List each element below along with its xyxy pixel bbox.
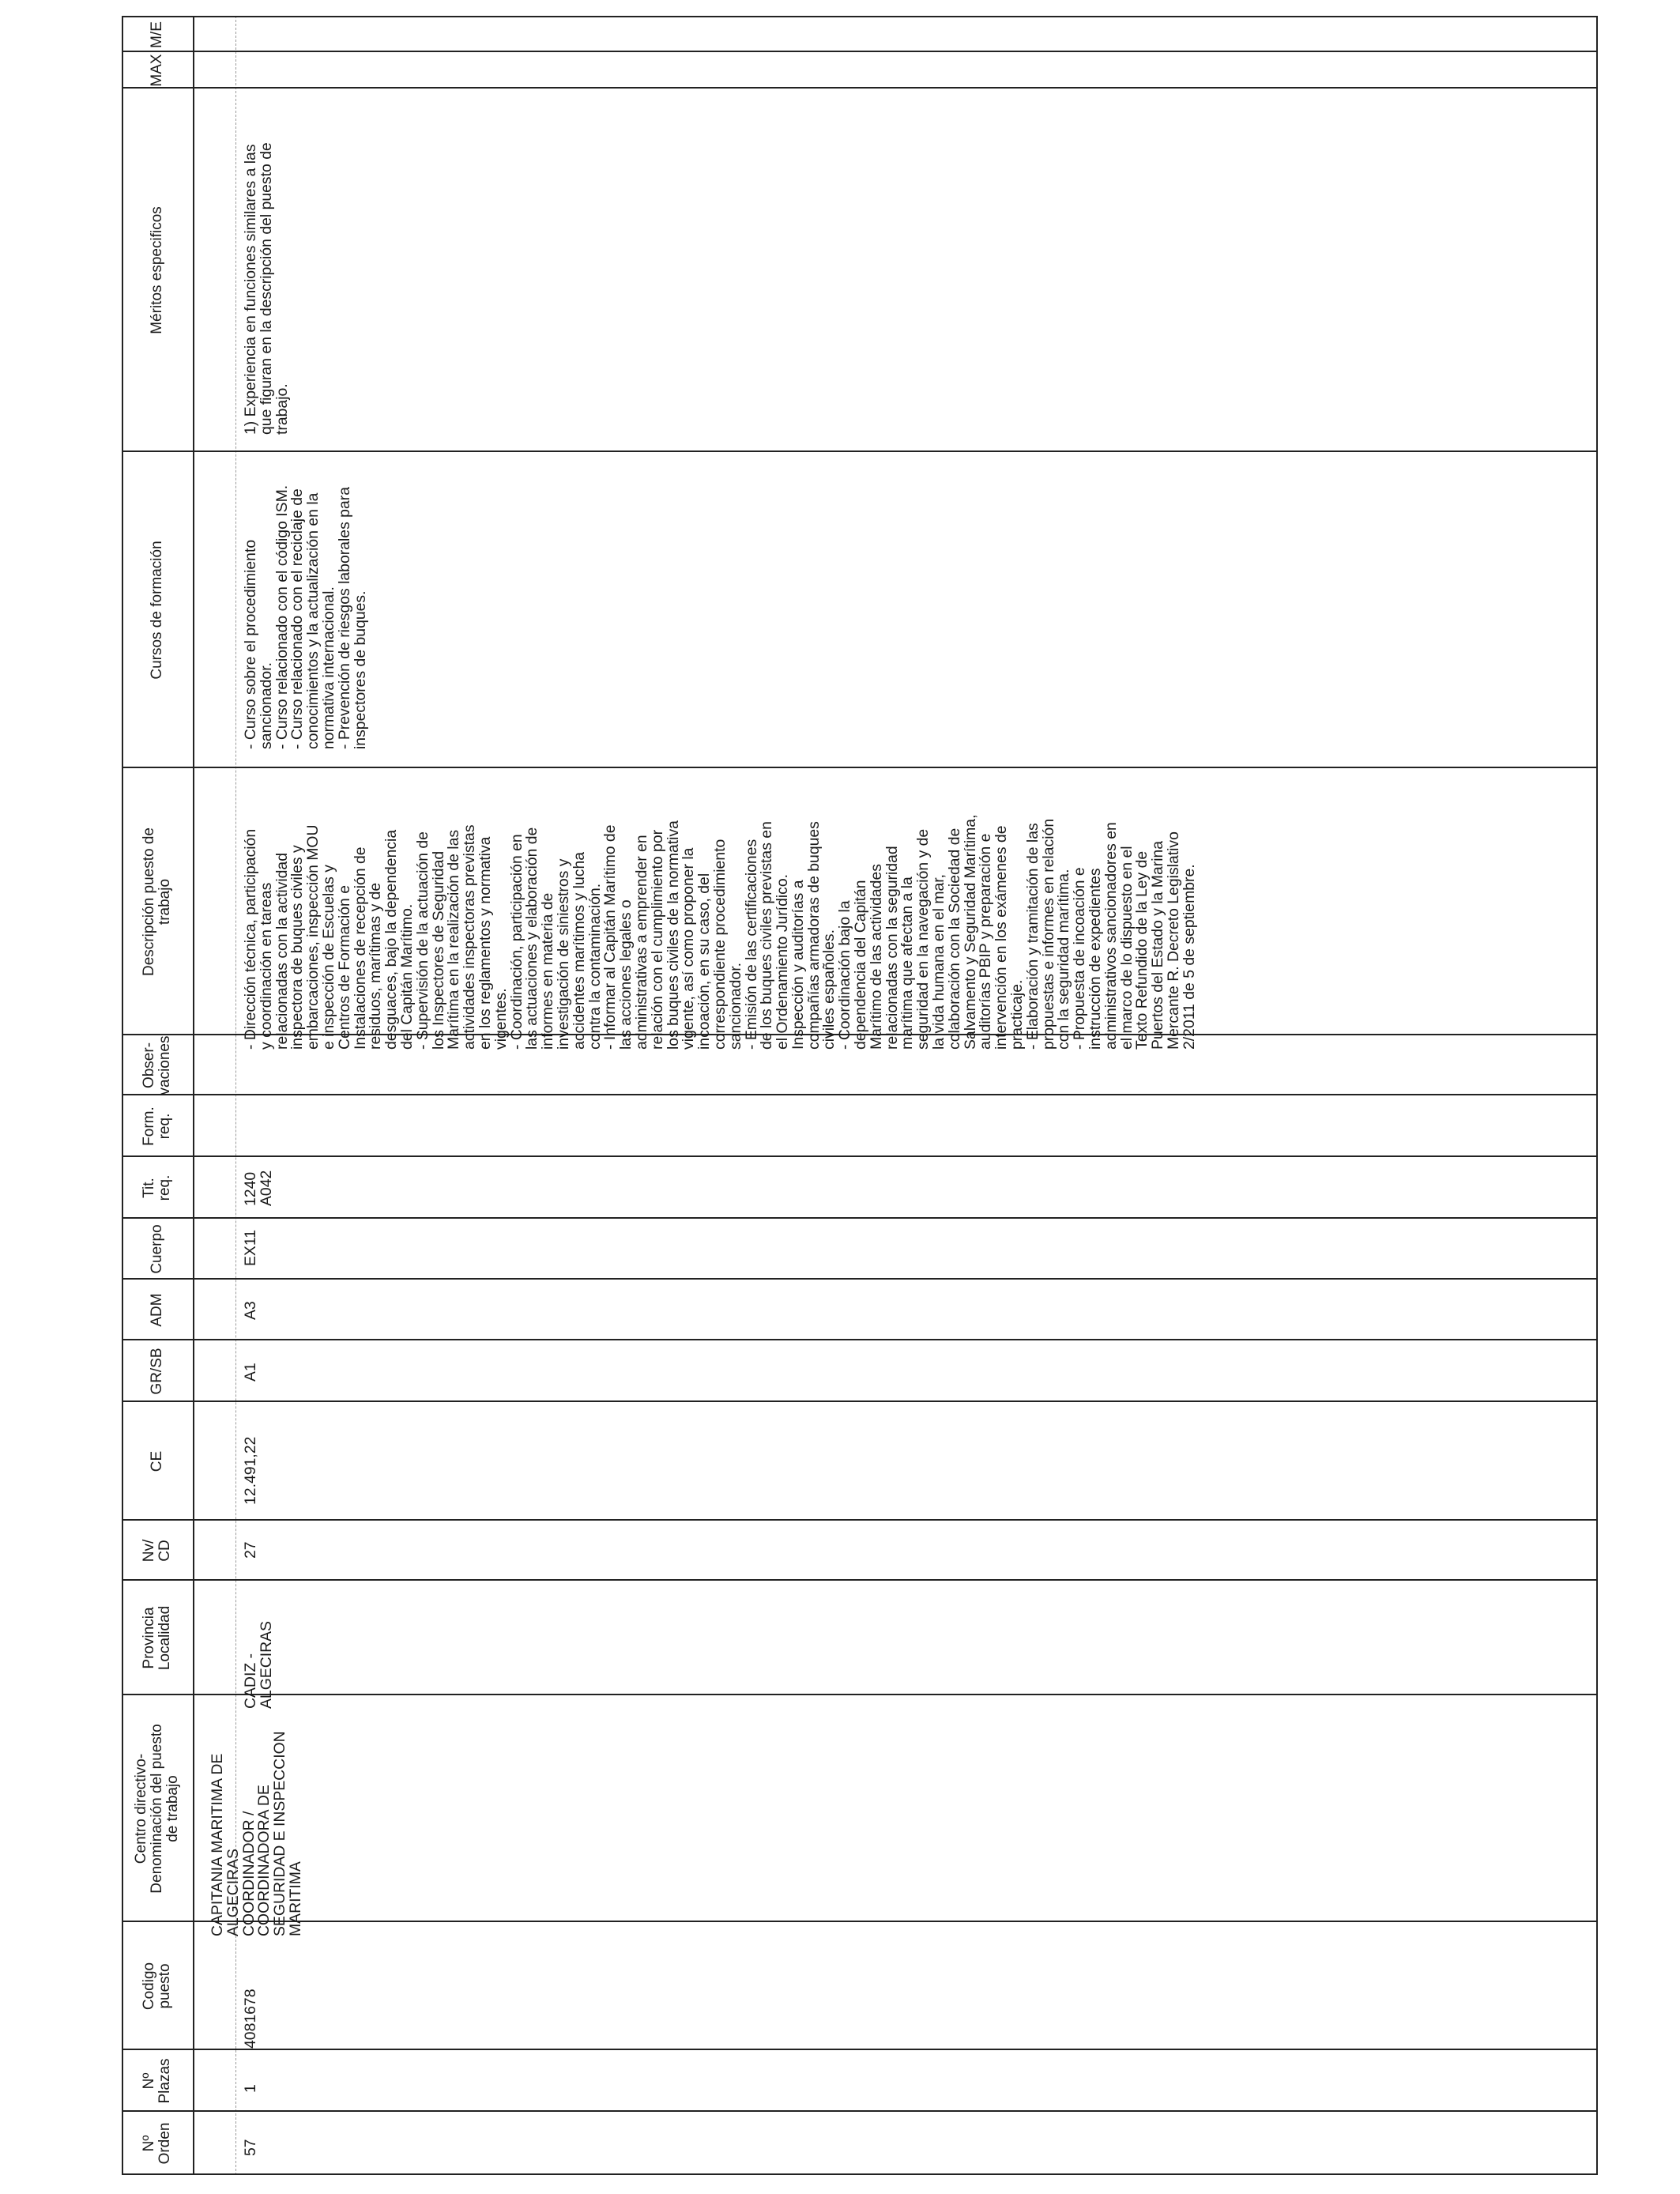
cell-grupo: A1 [242,1363,259,1382]
header-descripcion: Descripción puesto de trabajo [141,827,173,976]
table-bottom-border [1596,16,1598,2175]
header-orden: Nº Orden [141,2122,173,2165]
cell-ce: 12.491,22 [242,1436,259,1505]
column-divider [122,87,1598,89]
column-divider [122,1694,1598,1695]
column-divider [122,51,1598,52]
header-adm: ADM [149,1293,165,1327]
header-meritos: Méritos especificos [149,206,165,334]
column-divider [122,2110,1598,2112]
cell-cuerpo: EX11 [242,1230,259,1266]
column-divider [122,1921,1598,1922]
cell-nivel: 27 [242,1541,259,1559]
column-divider [122,16,1598,17]
header-nivel: Nv/ CD [141,1539,173,1563]
column-divider [122,1217,1598,1219]
column-divider [122,1579,1598,1581]
cell-titulacion: 1240 A042 [242,1170,275,1206]
column-divider [122,1278,1598,1280]
cell-orden: 57 [242,2139,259,2156]
header-cursos: Cursos de formación [149,541,165,680]
header-cuerpo: Cuerpo [149,1224,165,1274]
column-divider [122,2173,1598,2175]
column-divider [122,2049,1598,2050]
cell-cursos: - Curso sobre el procedimiento sancionador. - Curso relacionado con el código ISM. - Curso relacionado con el reciclaje de conocimientos y la actualización en la normativa internacional. - Prevención de riesgos laborales para inspectores de buques. [242,484,369,749]
column-divider [122,1339,1598,1340]
cell-codigo: 4081678 [242,1989,259,2049]
header-observaciones: Obser- vaciones [141,1035,173,1095]
cell-provincia: CADIZ - ALGECIRAS [242,1621,275,1709]
header-codigo: Codigo puesto [141,1962,173,2011]
header-provincia: Provincia Localidad [141,1605,173,1671]
cell-descripcion: - Dirección técnica, participación y coordinación en tareas relacionadas con la actividad inspectora de buques civiles y embarcaciones, inspección MOU e inspección de Escuelas y Centros de Formación e Instalaciones de recepción de residuos, marítimas y de desguaces, bajo la dependencia del Capitán Marítimo. - Supervisión de la actuación de los Inspectores de Seguridad Marítima en la realización de las actividades inspectoras previstas en los reglamentos y normativa vigentes. - Coordinación, participación en las actuaciones y elaboración de informes en materia de investigación de siniestros y accidentes marítimos y lucha contra la contaminación. - Informar al Capitán Marítimo de las acciones legales o administrativas a emprender en relación con el cumplimiento por los buques civiles de la normativa vigente, así como proponer la incoación, en su caso, del correspondiente procedimiento sancionador. - Emisión de las certificaciones de los buques civiles previstas en el Ordenamiento Jurídico. Inspección y auditorías a compañías armadoras de buques civiles españoles. - Coordinación bajo la dependencia del Capitán Marítimo de las actividades relacionadas con la seguridad marítima que afectan a la seguridad en la navegación y de la vida humana en el mar, colaboración con la Sociedad de Salvamento y Seguridad Marítima, auditorías PBIP y preparación e intervención en los exámenes de practicaje. - Elaboración y tramitación de las propuestas e informes en relación con la seguridad marítima. - Propuesta de incoación e instrucción de expedientes administrativos sancionadores en el marco de lo dispuesto en el Texto Refundido de la Ley de Puertos del Estado y la Marina Mercante R. Decreto Legislativo 2/2011 de 5 de septiembre. [242,814,1198,1050]
header-ce: CE [149,1450,165,1472]
header-me: M/E [149,21,165,48]
header-grupo: GR/SB [149,1348,165,1395]
header-plazas: Nº Plazas [141,2058,173,2104]
job-positions-table [122,16,1598,2175]
column-divider [122,1155,1598,1157]
column-divider [122,1094,1598,1095]
cell-meritos: 1) Experiencia en funciones similares a las que figuran en la descripción del puesto de trabajo. [242,142,291,435]
cell-centro: CAPITANIA MARITIMA DE ALGECIRAS COORDINADOR / COORDINADORA DE SEGURIDAD E INSPECCION MARITIMA [209,1731,304,1936]
header-bottom-border [193,16,194,2175]
column-divider [122,1519,1598,1521]
header-centro: Centro directivo- Denominación del puesto de trabajo [133,1724,181,1894]
rotated-landscape-table [122,16,1598,2175]
header-titulacion: Tit. req. [141,1174,173,1201]
header-formacion: Form. req. [141,1106,173,1146]
column-divider [122,1400,1598,1402]
cell-plazas: 1 [242,2084,259,2093]
header-max: MAX [149,54,165,87]
cell-adm: A3 [242,1301,259,1320]
